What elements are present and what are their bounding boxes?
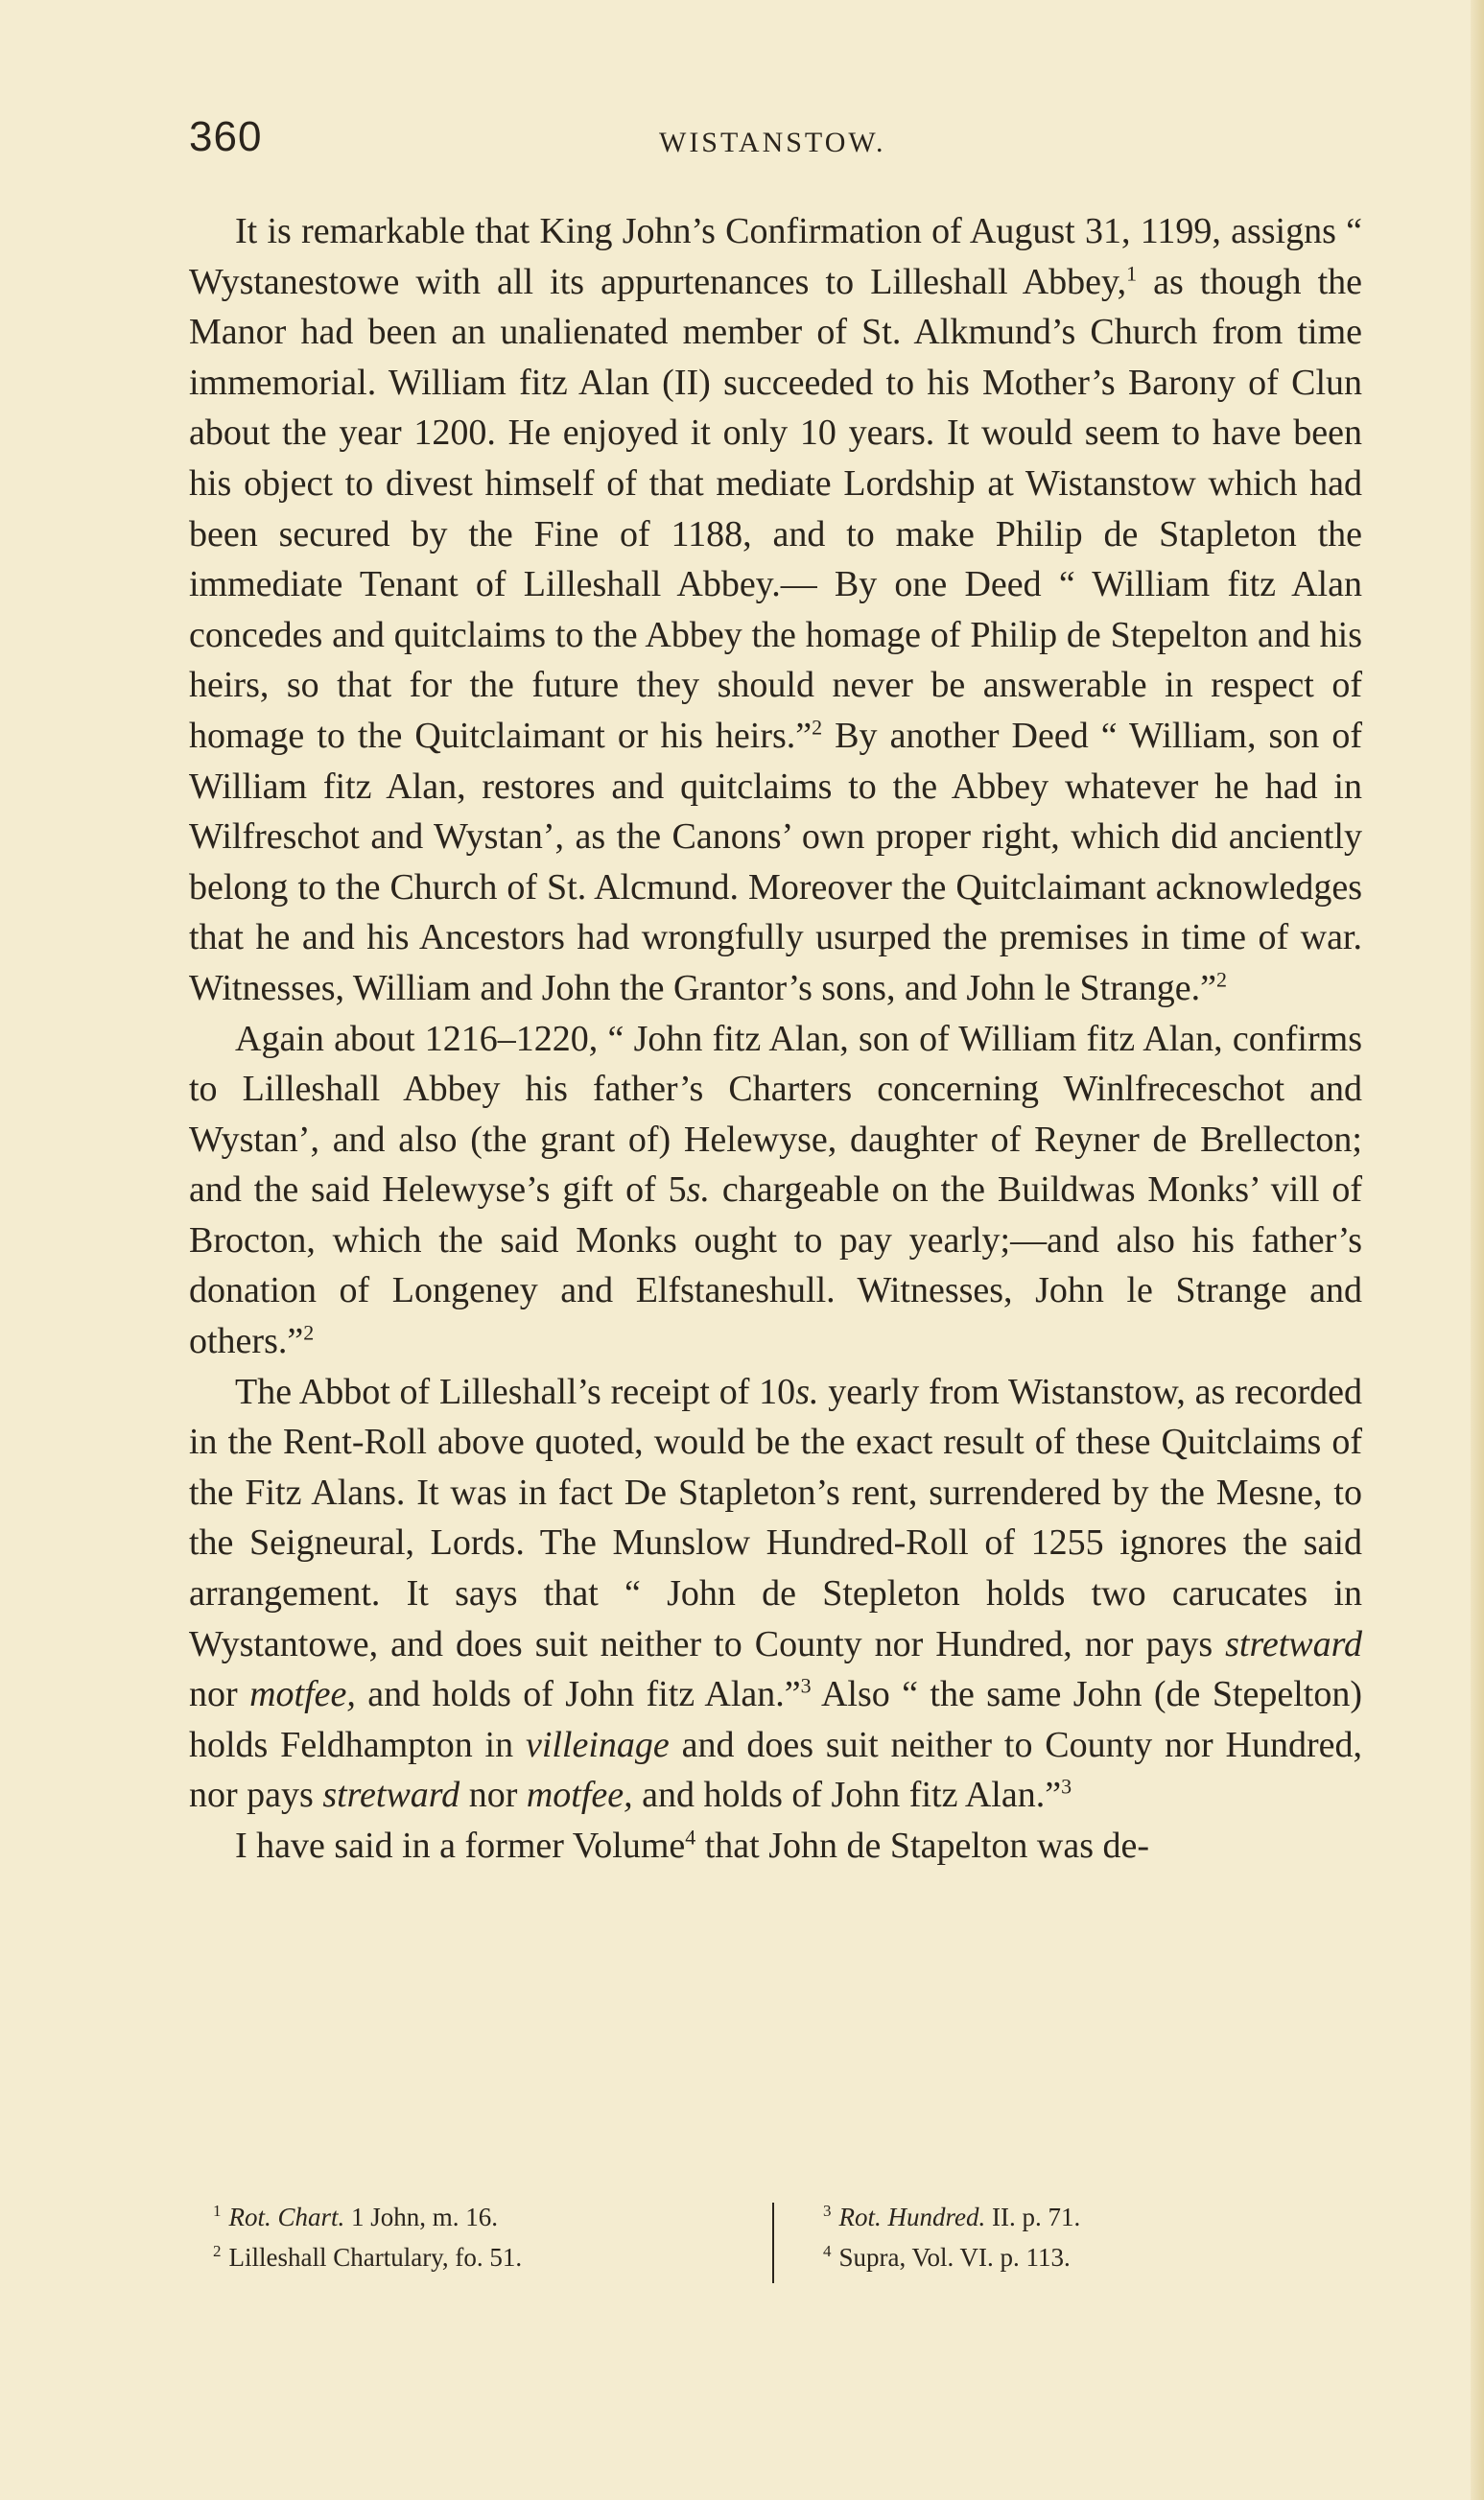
footnote: $^1$ Rot. Chart. 1 John, m. 16. <box>213 2202 499 2231</box>
page-header <box>189 113 1362 171</box>
footnotes <box>213 2197 1364 2293</box>
footnote-ref: 2 <box>303 1320 315 1345</box>
footnotes-right-column <box>823 2197 1360 2277</box>
footnote: $^3$ Rot. Hundred. II. p. 71. <box>823 2202 1081 2231</box>
body-text <box>189 206 1362 1872</box>
footnote-divider <box>772 2203 774 2283</box>
page-edge <box>1471 0 1484 2500</box>
running-title: WISTANSTOW. <box>659 127 886 158</box>
paragraph: I have said in a former Volume$^4$ that John de Stapelton was de- <box>235 1825 1150 1866</box>
footnote-ref: 3 <box>1061 1774 1072 1799</box>
footnote: $^2$ Lilleshall Chartulary, fo. 51. <box>213 2242 523 2272</box>
footnote-ref: 2 <box>812 715 823 740</box>
paragraph: Again about 1216–1220, “ John fitz Alan, son of William fitz Alan, confirms to Lilleshall Abbey his father’s Charters concerning Winlfreceschot and Wystan’, and also (the grant of) Helewyse, daughter of Reyner de Brellecton; and the said Helewyse’s gift of 5s. chargeable on the Buildwas Monks’ vill of Brocton, which the said Monks ought to pay yearly;—and also his father’s donation of Longeney and Elfstaneshull. Witnesses, John le Strange and others.”$^2$ <box>189 1018 1362 1362</box>
paragraph: The Abbot of Lilleshall’s receipt of 10s. yearly from Wistanstow, as recorded in the Rent-Roll above quoted, would be the exact result of these Quitclaims of the Fitz Alans. It was in fact De Stapleton’s rent, surrendered by the Mesne, to the Seigneural, Lords. The Munslow Hundred-Roll of 1255 ignores the said arrangement. It says that “ John de Stepleton holds two carucates in Wystantowe, and does suit neither to County nor Hundred, nor pays stretward nor motfee, and holds of John fitz Alan.”$^3$ Also “ the same John (de Stepelton) holds Feldhampton in villeinage and does suit neither to County nor Hundred, nor pays stretward nor motfee, and holds of John fitz Alan.”$^3$ <box>189 1371 1363 1816</box>
footnote-ref: 3 <box>800 1673 812 1698</box>
footnotes-left-column <box>213 2197 750 2277</box>
footnote-ref: 1 <box>1126 260 1138 285</box>
paragraph: It is remarkable that King John’s Confirmation of August 31, 1199, assigns “ Wystanestowe with all its appurtenances to Lilleshall Abbey,$^1$ as though the Manor had been an unalienated member of St. Alkmund’s Church from time immemorial. William fitz Alan (II) succeeded to his Mother’s Barony of Clun about the year 1200. He enjoyed it only 10 years. It would seem to have been his object to divest himself of that mediate Lordship at Wistanstow which had been secured by the Fine of 1188, and to make Philip de Stapleton the immediate Tenant of Lilleshall Abbey.— By one Deed “ William fitz Alan concedes and quitclaims to the Abbey the homage of Philip de Stepelton and his heirs, so that for the future they should never be answerable in respect of homage to the Quitclaimant or his heirs.”$^2$ By another Deed “ William, son of William fitz Alan, restores and quitclaims to the Abbey whatever he had in Wilfreschot and Wystan’, as the Canons’ own proper right, which did anciently belong to the Church of St. Alcmund. Moreover the Quitclaimant acknowledges that he and his Ancestors had wrongfully usurped the premises in time of war. Witnesses, William and John the Grantor’s sons, and John le Strange.”$^2$ <box>189 211 1363 1008</box>
footnote-ref: 2 <box>1215 967 1227 992</box>
page-number: 360 <box>189 113 263 160</box>
footnote-ref: 4 <box>685 1825 696 1850</box>
footnote: $^4$ Supra, Vol. VI. p. 113. <box>823 2242 1071 2272</box>
